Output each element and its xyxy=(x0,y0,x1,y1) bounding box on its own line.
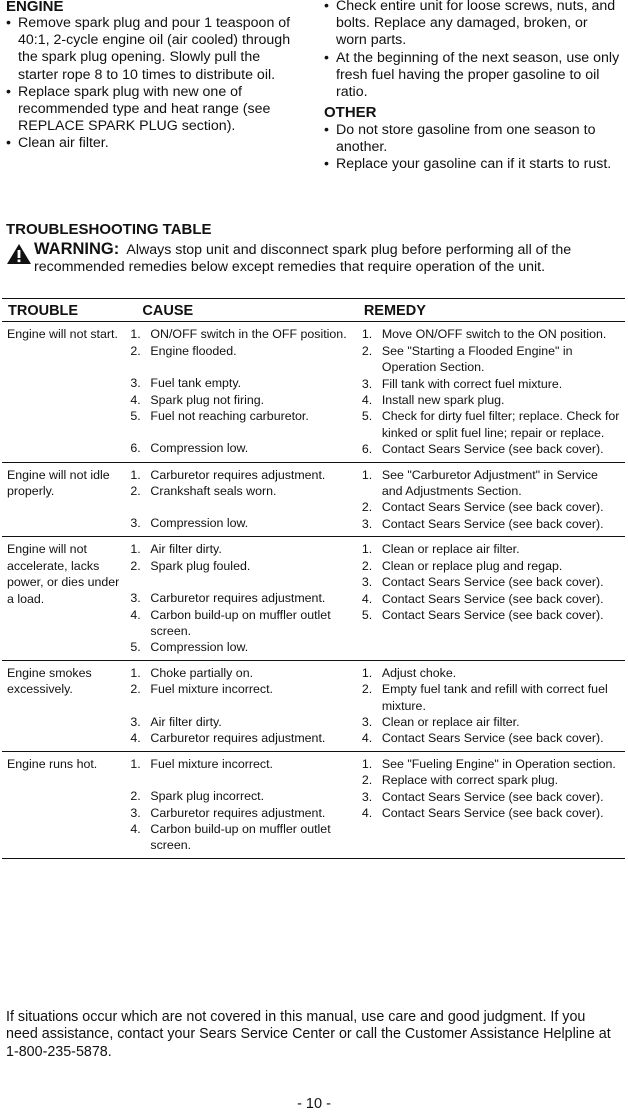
list-item xyxy=(130,756,353,772)
item-text: Clean or replace plug and regap. xyxy=(381,558,563,573)
item-number: 3. xyxy=(361,376,373,391)
cause-cell xyxy=(126,660,357,751)
item-text: Contact Sears Service (see back cover). xyxy=(381,805,604,820)
remedy-cell xyxy=(358,322,625,462)
item-number: 1. xyxy=(361,327,373,342)
list-item xyxy=(130,730,353,746)
item-text: Contact Sears Service (see back cover). xyxy=(381,500,604,515)
table-row xyxy=(2,537,625,660)
list-item xyxy=(362,541,621,557)
item-number: 6. xyxy=(361,442,373,457)
other-heading: OTHER xyxy=(324,104,377,121)
remedy-cell xyxy=(358,751,625,858)
header-cause: CAUSE xyxy=(126,299,357,322)
item-text: Contact Sears Service (see back cover). xyxy=(381,442,604,457)
list-item xyxy=(362,681,621,714)
item-number: 1. xyxy=(130,327,141,342)
item-text: Spark plug incorrect. xyxy=(150,789,265,804)
remedy-cell xyxy=(358,660,625,751)
list-item xyxy=(130,515,353,531)
item-number: 1. xyxy=(130,542,141,557)
cause-list xyxy=(130,665,353,747)
item-text: Spark plug fouled. xyxy=(150,558,251,573)
item-text: Contact Sears Service (see back cover). xyxy=(381,575,604,590)
remedy-cell xyxy=(358,462,625,537)
item-number: 4. xyxy=(130,821,141,836)
list-item xyxy=(362,558,621,574)
item-number: 3. xyxy=(130,591,141,606)
item-number: 2. xyxy=(361,500,373,515)
item-text: Fuel mixture incorrect. xyxy=(150,756,273,771)
item-text: ON/OFF switch in the OFF position. xyxy=(150,327,347,342)
item-text: Air filter dirty. xyxy=(150,542,222,557)
list-item xyxy=(130,392,353,408)
cause-list xyxy=(130,467,353,532)
item-text: Fuel not reaching carburetor. xyxy=(150,409,309,424)
item-number: 2. xyxy=(130,343,141,358)
item-number: 2. xyxy=(361,558,373,573)
item-text: Contact Sears Service (see back cover). xyxy=(381,516,604,531)
troubleshooting-title: TROUBLESHOOTING TABLE xyxy=(6,221,212,238)
item-text: Move ON/OFF switch to the ON position. xyxy=(381,327,607,342)
cause-list xyxy=(130,756,353,854)
list-item xyxy=(130,558,353,574)
header-trouble: TROUBLE xyxy=(2,299,126,322)
remedy-list xyxy=(362,665,621,747)
list-item xyxy=(130,408,353,424)
list-item xyxy=(362,441,621,457)
item-text: Carburetor requires adjustment. xyxy=(150,730,326,745)
item-number: 5. xyxy=(361,409,373,424)
list-item xyxy=(130,639,353,655)
table-row xyxy=(2,751,625,858)
list-item xyxy=(130,343,353,359)
list-item xyxy=(130,681,353,697)
item-number: 2. xyxy=(130,484,141,499)
trouble-cell: Engine will not accelerate, lacks power, or dies under a load. xyxy=(2,537,126,660)
item-text: See "Starting a Flooded Engine" in Operation Section. xyxy=(381,343,573,375)
page-number: - 10 - xyxy=(297,1096,331,1112)
item-text: Empty fuel tank and refill with correct fuel mixture. xyxy=(381,682,608,713)
item-text: See "Fueling Engine" in Operation section. xyxy=(381,756,616,771)
item-number: 4. xyxy=(361,731,373,746)
item-text: Install new spark plug. xyxy=(381,393,505,408)
remedy-cell xyxy=(358,537,625,660)
item-text: Fill tank with correct fuel mixture. xyxy=(381,376,563,391)
item-number: 3. xyxy=(361,714,373,729)
item-number: 3. xyxy=(361,789,373,804)
trouble-cell: Engine smokes excessively. xyxy=(2,660,126,751)
item-text: Carburetor requires adjustment. xyxy=(150,591,326,606)
engine-right-list xyxy=(324,0,620,101)
item-text: Carburetor requires adjustment. xyxy=(150,467,326,482)
item-number: 4. xyxy=(130,730,141,745)
item-text: Contact Sears Service (see back cover). xyxy=(381,789,604,804)
list-item xyxy=(362,607,621,623)
item-text: Contact Sears Service (see back cover). xyxy=(381,607,604,622)
item-number: 1. xyxy=(130,665,141,680)
remedy-list xyxy=(362,756,621,822)
item-text: Carbon build-up on muffler outlet screen. xyxy=(150,607,331,638)
item-text: Contact Sears Service (see back cover). xyxy=(381,591,604,606)
item-text: Adjust choke. xyxy=(381,665,457,680)
list-item xyxy=(362,408,621,441)
item-text: Carbon build-up on muffler outlet screen. xyxy=(150,821,331,853)
remedy-list xyxy=(362,541,621,623)
item-number: 5. xyxy=(130,640,141,655)
list-item xyxy=(362,756,621,772)
footer-paragraph: If situations occur which are not covered in this manual, use care and good judgment. If you need assistance, contact your Sears Service Center or call the Customer Assistance Helpline at 1-800-235-5878. xyxy=(6,1009,611,1060)
item-number: 4. xyxy=(130,607,141,622)
list-item: • Replace your gasoline can if it starts to rust. xyxy=(324,156,620,173)
item-number: 2. xyxy=(130,558,141,573)
table-row xyxy=(2,322,625,462)
list-item xyxy=(130,607,353,640)
item-text: Compression low. xyxy=(150,640,249,655)
engine-heading: ENGINE xyxy=(6,0,64,15)
item-text: Air filter dirty. xyxy=(150,714,222,729)
list-item xyxy=(362,376,621,392)
item-number: 4. xyxy=(361,591,373,606)
item-number: 2. xyxy=(361,682,373,697)
item-number: 2. xyxy=(361,773,373,788)
header-remedy: REMEDY xyxy=(358,299,625,322)
list-item xyxy=(130,467,353,483)
list-item xyxy=(362,714,621,730)
item-number: 6. xyxy=(130,441,141,456)
item-number: 2. xyxy=(130,682,141,697)
cause-cell xyxy=(126,462,357,537)
item-text: Check for dirty fuel filter; replace. Check for kinked or split fuel line; repair or replace. xyxy=(381,409,620,440)
cause-list xyxy=(130,541,353,655)
item-number: 4. xyxy=(361,393,373,408)
table-row xyxy=(2,660,625,751)
list-item xyxy=(130,440,353,456)
item-text: Replace with correct spark plug. xyxy=(381,773,559,788)
list-item xyxy=(130,590,353,606)
list-item: • Replace spark plug with new one of recommended type and heat range (see REPLACE SPARK PLUG section). xyxy=(6,84,302,136)
list-item xyxy=(130,326,353,342)
list-item: • Clean air filter. xyxy=(6,135,302,152)
item-text: Compression low. xyxy=(150,516,249,531)
warning-paragraph xyxy=(34,241,618,276)
item-text: Engine flooded. xyxy=(150,343,237,358)
item-text: Clean or replace air filter. xyxy=(381,542,520,557)
list-item xyxy=(362,516,621,532)
item-text: Carburetor requires adjustment. xyxy=(150,805,326,820)
list-item xyxy=(130,788,353,804)
list-item: • Do not store gasoline from one season to another. xyxy=(324,122,620,156)
engine-left-list xyxy=(6,15,302,153)
list-item xyxy=(362,730,621,746)
item-number: 3. xyxy=(361,575,373,590)
list-item: • At the beginning of the next season, use only fresh fuel having the proper gasoline to oil ratio. xyxy=(324,50,620,102)
trouble-cell: Engine will not idle properly. xyxy=(2,462,126,537)
warning-icon xyxy=(6,243,32,265)
cause-cell xyxy=(126,751,357,858)
item-text: Choke partially on. xyxy=(150,665,254,680)
cause-list xyxy=(130,326,353,456)
list-item: • Remove spark plug and pour 1 teaspoon of 40:1, 2-cycle engine oil (air cooled) through the spark plug opening. Slowly pull the starter rope 8 to 10 times to distribute oil. xyxy=(6,15,302,84)
item-text: Clean or replace air filter. xyxy=(381,714,520,729)
list-item xyxy=(362,805,621,821)
list-item xyxy=(362,499,621,515)
remedy-list xyxy=(362,467,621,533)
list-item xyxy=(362,467,621,500)
list-item: • Check entire unit for loose screws, nuts, and bolts. Replace any damaged, broken, or worn parts. xyxy=(324,0,620,50)
table-body xyxy=(2,322,625,858)
list-item xyxy=(130,714,353,730)
item-text: Spark plug not firing. xyxy=(150,392,265,407)
item-number: 1. xyxy=(130,467,141,482)
list-item xyxy=(362,772,621,788)
warning-text: Always stop unit and disconnect spark plug before performing all of the recommended remedies below except remedies that require operation of the unit. xyxy=(34,242,572,275)
list-item xyxy=(130,541,353,557)
item-number: 1. xyxy=(361,665,373,680)
cause-cell xyxy=(126,322,357,462)
list-item xyxy=(362,392,621,408)
list-item xyxy=(362,789,621,805)
item-text: See "Carburetor Adjustment" in Service and Adjustments Section. xyxy=(381,467,598,499)
item-text: Fuel tank empty. xyxy=(150,376,242,391)
list-item xyxy=(130,375,353,391)
list-item xyxy=(130,665,353,681)
item-number: 1. xyxy=(361,467,373,482)
list-item xyxy=(362,591,621,607)
table-row xyxy=(2,462,625,537)
list-item xyxy=(362,574,621,590)
item-text: Fuel mixture incorrect. xyxy=(150,682,273,697)
item-number: 3. xyxy=(130,516,141,531)
item-text: Compression low. xyxy=(150,441,249,456)
table-header-row xyxy=(2,299,625,322)
item-number: 4. xyxy=(361,805,373,820)
item-number: 5. xyxy=(130,409,141,424)
item-number: 3. xyxy=(130,805,141,820)
item-number: 2. xyxy=(361,343,373,358)
troubleshooting-table xyxy=(2,298,625,859)
cause-cell xyxy=(126,537,357,660)
list-item xyxy=(362,343,621,376)
other-list xyxy=(324,122,620,174)
item-number: 5. xyxy=(361,607,373,622)
remedy-list xyxy=(362,326,621,457)
item-number: 3. xyxy=(130,714,141,729)
list-item xyxy=(362,326,621,342)
list-item xyxy=(362,665,621,681)
list-item xyxy=(130,821,353,854)
trouble-cell: Engine runs hot. xyxy=(2,751,126,858)
list-item xyxy=(130,805,353,821)
item-number: 4. xyxy=(130,392,141,407)
item-number: 1. xyxy=(361,756,373,771)
item-text: Contact Sears Service (see back cover). xyxy=(381,731,604,746)
item-text: Crankshaft seals worn. xyxy=(150,484,277,499)
item-number: 2. xyxy=(130,789,141,804)
trouble-cell: Engine will not start. xyxy=(2,322,126,462)
item-number: 1. xyxy=(361,542,373,557)
item-number: 1. xyxy=(130,756,141,771)
item-number: 3. xyxy=(361,516,373,531)
item-number: 3. xyxy=(130,376,141,391)
list-item xyxy=(130,483,353,499)
warning-block xyxy=(6,241,618,276)
warning-label: WARNING: xyxy=(34,240,120,258)
